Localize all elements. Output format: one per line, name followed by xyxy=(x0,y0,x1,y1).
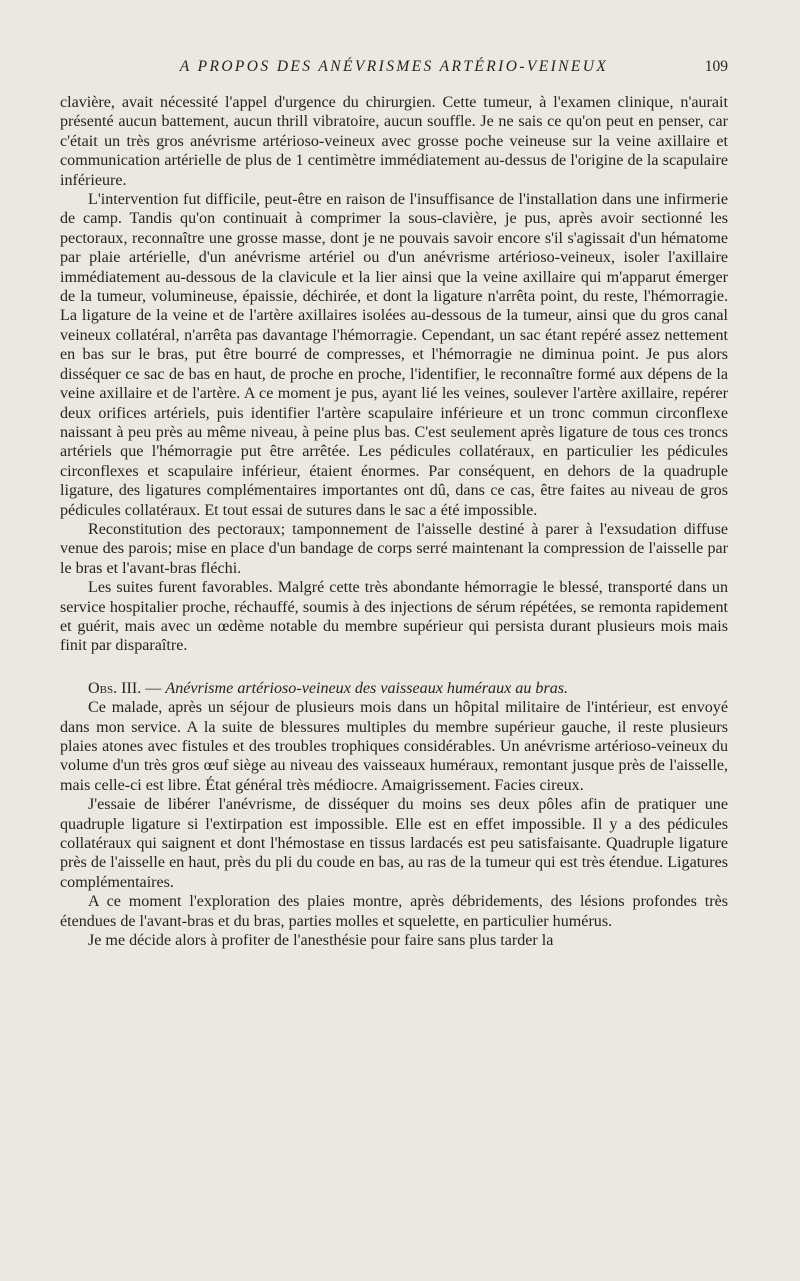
running-head xyxy=(60,58,728,80)
page-number: 109 xyxy=(704,58,728,75)
observation-paragraph-4: Je me décide alors à profiter de l'anesthésie pour faire sans plus tarder la xyxy=(88,932,554,950)
observation-paragraph-2: J'essaie de libérer l'anévrisme, de disséquer du moins ses deux pôles afin de pratiquer une quadruple ligature si l'extirpation est impossible. Elle est en effet impossible. Il y a des pédicules collatéraux qui saignent et dont l'hémostase en tissus lardacés est peu satisfaisante. Quadruple ligature près de l'aisselle en haut, près du pli du coude en bas, au ras de la tumeur qui est très étendue. Ligatures complémentaires. xyxy=(60,796,728,891)
running-title: A PROPOS DES ANÉVRISMES ARTÉRIO-VEINEUX xyxy=(179,58,609,75)
observation-paragraph-3: A ce moment l'exploration des plaies montre, après débridements, des lésions profondes très étendues de l'avant-bras et du bras, parties molles et squelette, en particulier humérus. xyxy=(60,893,728,930)
observation-label: Obs. III. — xyxy=(88,679,162,697)
paragraph-1: clavière, avait nécessité l'appel d'urgence du chirurgien. Cette tumeur, à l'examen clinique, n'aurait présenté aucun battement, aucun thrill vibratoire, aucun souffle. Je ne sais ce qu'on peut en penser, car c'était un très gros anévrisme artérioso-veineux avec grosse poche veineuse sur la veine axillaire et communication artérielle de plus de 1 centimètre immédiatement au-dessus de l'origine de la scapulaire inférieure. xyxy=(60,94,728,189)
body-text xyxy=(60,93,728,950)
observation-paragraph-1: Ce malade, après un séjour de plusieurs mois dans un hôpital militaire de l'intérieur, est envoyé dans mon service. A la suite de blessures multiples du membre supérieur gauche, il reste plusieurs plaies atones avec fistules et des troubles trophiques considérables. Un anévrisme artérioso-veineux du volume d'un très gros œuf siège au niveau des vaisseaux huméraux, remontant jusque près de l'aisselle, mais celle-ci est libre. État général très médiocre. Amaigrissement. Facies cireux. xyxy=(60,699,728,794)
paragraph-4: Les suites furent favorables. Malgré cette très abondante hémorragie le blessé, transporté dans un service hospitalier proche, réchauffé, soumis à des injections de sérum répétées, se remonta rapidement et guérit, mais avec un œdème notable du membre supérieur qui persista durant plusieurs mois mais finit par disparaître. xyxy=(60,579,728,655)
observation-title: Anévrisme artérioso-veineux des vaisseaux huméraux au bras. xyxy=(165,679,569,697)
section-spacer xyxy=(60,656,728,679)
paragraph-2: L'intervention fut difficile, peut-être en raison de l'insuffisance de l'installation dans une infirmerie de camp. Tandis qu'on continuait à comprimer la sous-clavière, je pus, après avoir sectionné les pectoraux, reconnaître une grosse masse, dont je ne pouvais savoir encore s'il s'agissait d'un hématome par plaie artérielle, d'un anévrisme artériel ou d'un anévrisme artérioso-veineux, isoler l'axillaire immédiatement au-dessous de la clavicule et la lier ainsi que la veine axillaire qui m'apparut émerger de la tumeur, volumineuse, épaissie, déchirée, et dont la ligature n'arrêta point, du reste, l'hémorragie. La ligature de la veine et de l'artère axillaires isolées au-dessous de la tumeur, ainsi que du gros canal veineux collatéral, n'arrêta pas davantage l'hémorragie. Cependant, un sac étant repéré assez nettement en bas sur le bras, put être bourré de compresses, et l'hémorragie ne diminua point. Je pus alors disséquer ce sac de bas en haut, de proche en proche, l'identifier, le reconnaître formé aux dépens de la veine axillaire et de l'artère. A ce moment je pus, ayant lié les veines, soulever l'artère axillaire, repérer deux orifices artériels, puis identifier l'artère scapulaire inférieure et un tronc commun circonflexe naissant à peu près au même niveau, à peine plus bas. C'est seulement après ligature de tous ces troncs artériels que l'hémorragie put être arrêtée. Les pédicules collatéraux, en particulier les pédicules circonflexes et scapulaire inférieur, étaient énormes. Par conséquent, en dehors de la quadruple ligature, des ligatures complémentaires importantes ont dû, dans ce cas, être faites au niveau de gros pédicules collatéraux. Et tout essai de sutures dans le sac a été impossible. xyxy=(60,191,728,519)
paragraph-3: Reconstitution des pectoraux; tamponnement de l'aisselle destiné à parer à l'exsudation diffuse venue des parois; mise en place d'un bandage de corps serré maintenant la compression de l'aisselle par le bras et l'avant-bras fléchi. xyxy=(60,520,728,577)
observation-heading xyxy=(60,679,728,698)
